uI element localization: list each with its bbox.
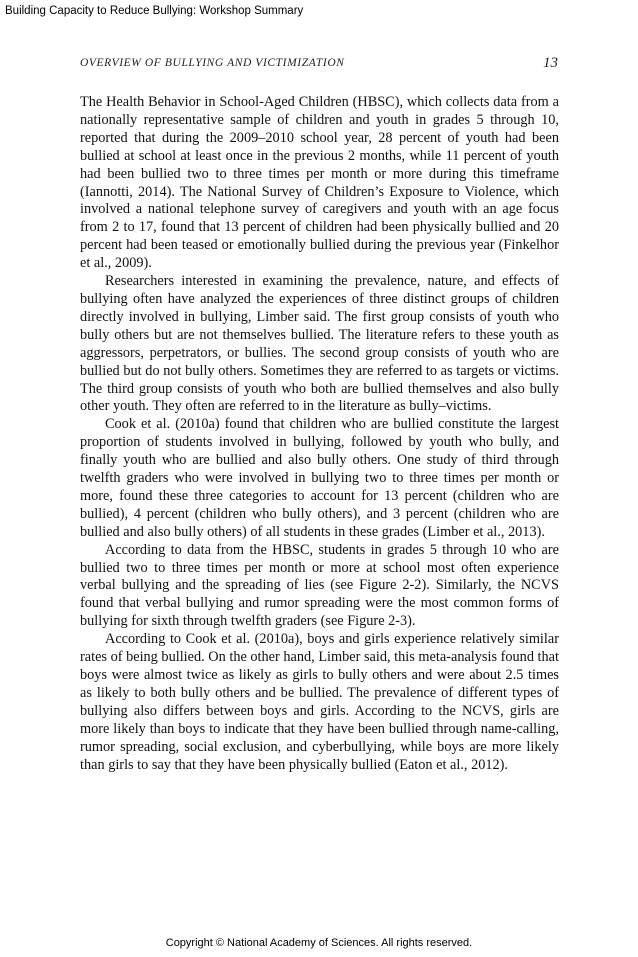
section-title: OVERVIEW OF BULLYING AND VICTIMIZATION (80, 57, 345, 69)
paragraph-hbsc-verbal-bullying: According to data from the HBSC, students in grades 5 through 10 who are bullied two to three times per month or more at school most often experience verbal bullying and the spreading of lies (see Figure 2-2). Similarly, the NCVS found that verbal bullying and rumor spreading were the most common forms of bullying for sixth through twelfth graders (see Figure 2-3). (80, 541, 559, 630)
page-number: 13 (543, 55, 558, 71)
body-text (80, 94, 559, 774)
document-title: Building Capacity to Reduce Bullying: Workshop Summary (5, 5, 304, 17)
paragraph-gender-differences: According to Cook et al. (2010a), boys and girls experience relatively similar rates of being bullied. On the other hand, Limber said, this meta-analysis found that boys were almost twice as likely as girls to bully others and were about 2.5 times as likely to both bully others and be bullied. The prevalence of different types of bullying also differs between boys and girls. According to the NCVS, girls are more likely than boys to indicate that they have been bullied through name-calling, rumor spreading, social exclusion, and cyberbullying, while boys are more likely than girls to say that they have been physically bullied (Eaton et al., 2012). (80, 631, 559, 773)
paragraph-hbsc-data: The Health Behavior in School-Aged Children (HBSC), which collects data from a nationally representative sample of children and youth in grades 5 through 10, reported that during the 2009–2010 school year, 28 percent of youth had been bullied at school at least once in the previous 2 months, while 11 percent of youth had been bullied two to three times per month or more during this timeframe (Iannotti, 2014). The National Survey of Children’s Exposure to Violence, which involved a national telephone survey of caregivers and youth with an age focus from 2 to 17, found that 13 percent of children had been physically bullied and 20 percent had been teased or emotionally bullied during the previous year (Finkelhor et al., 2009). (80, 94, 559, 272)
running-head (80, 57, 558, 75)
copyright-notice: Copyright © National Academy of Sciences. All rights reserved. (165, 937, 473, 949)
paragraph-three-groups: Researchers interested in examining the prevalence, nature, and effects of bullying often have analyzed the experiences of three distinct groups of children directly involved in bullying, Limber said. The first group consists of youth who bully others but are not themselves bullied. The literature refers to these youth as aggressors, perpetrators, or bullies. The second group consists of youth who are bullied but do not bully others. Sometimes they are referred to as targets or victims. The third group consists of youth who both are bullied themselves and also bully other youth. They often are referred to in the literature as bully–victims. (80, 273, 559, 415)
paragraph-cook-proportions: Cook et al. (2010a) found that children who are bullied constitute the largest proportion of students involved in bullying, followed by youth who bully, and finally youth who are bullied and also bully others. One study of third through twelfth graders who were involved in bullying two to three times per month or more, found these three categories to account for 13 percent (children who are bullied), 4 percent (children who bully others), and 3 percent (children who are bullied and also bully others) of all students in these grades (Limber et al., 2013). (80, 416, 559, 540)
